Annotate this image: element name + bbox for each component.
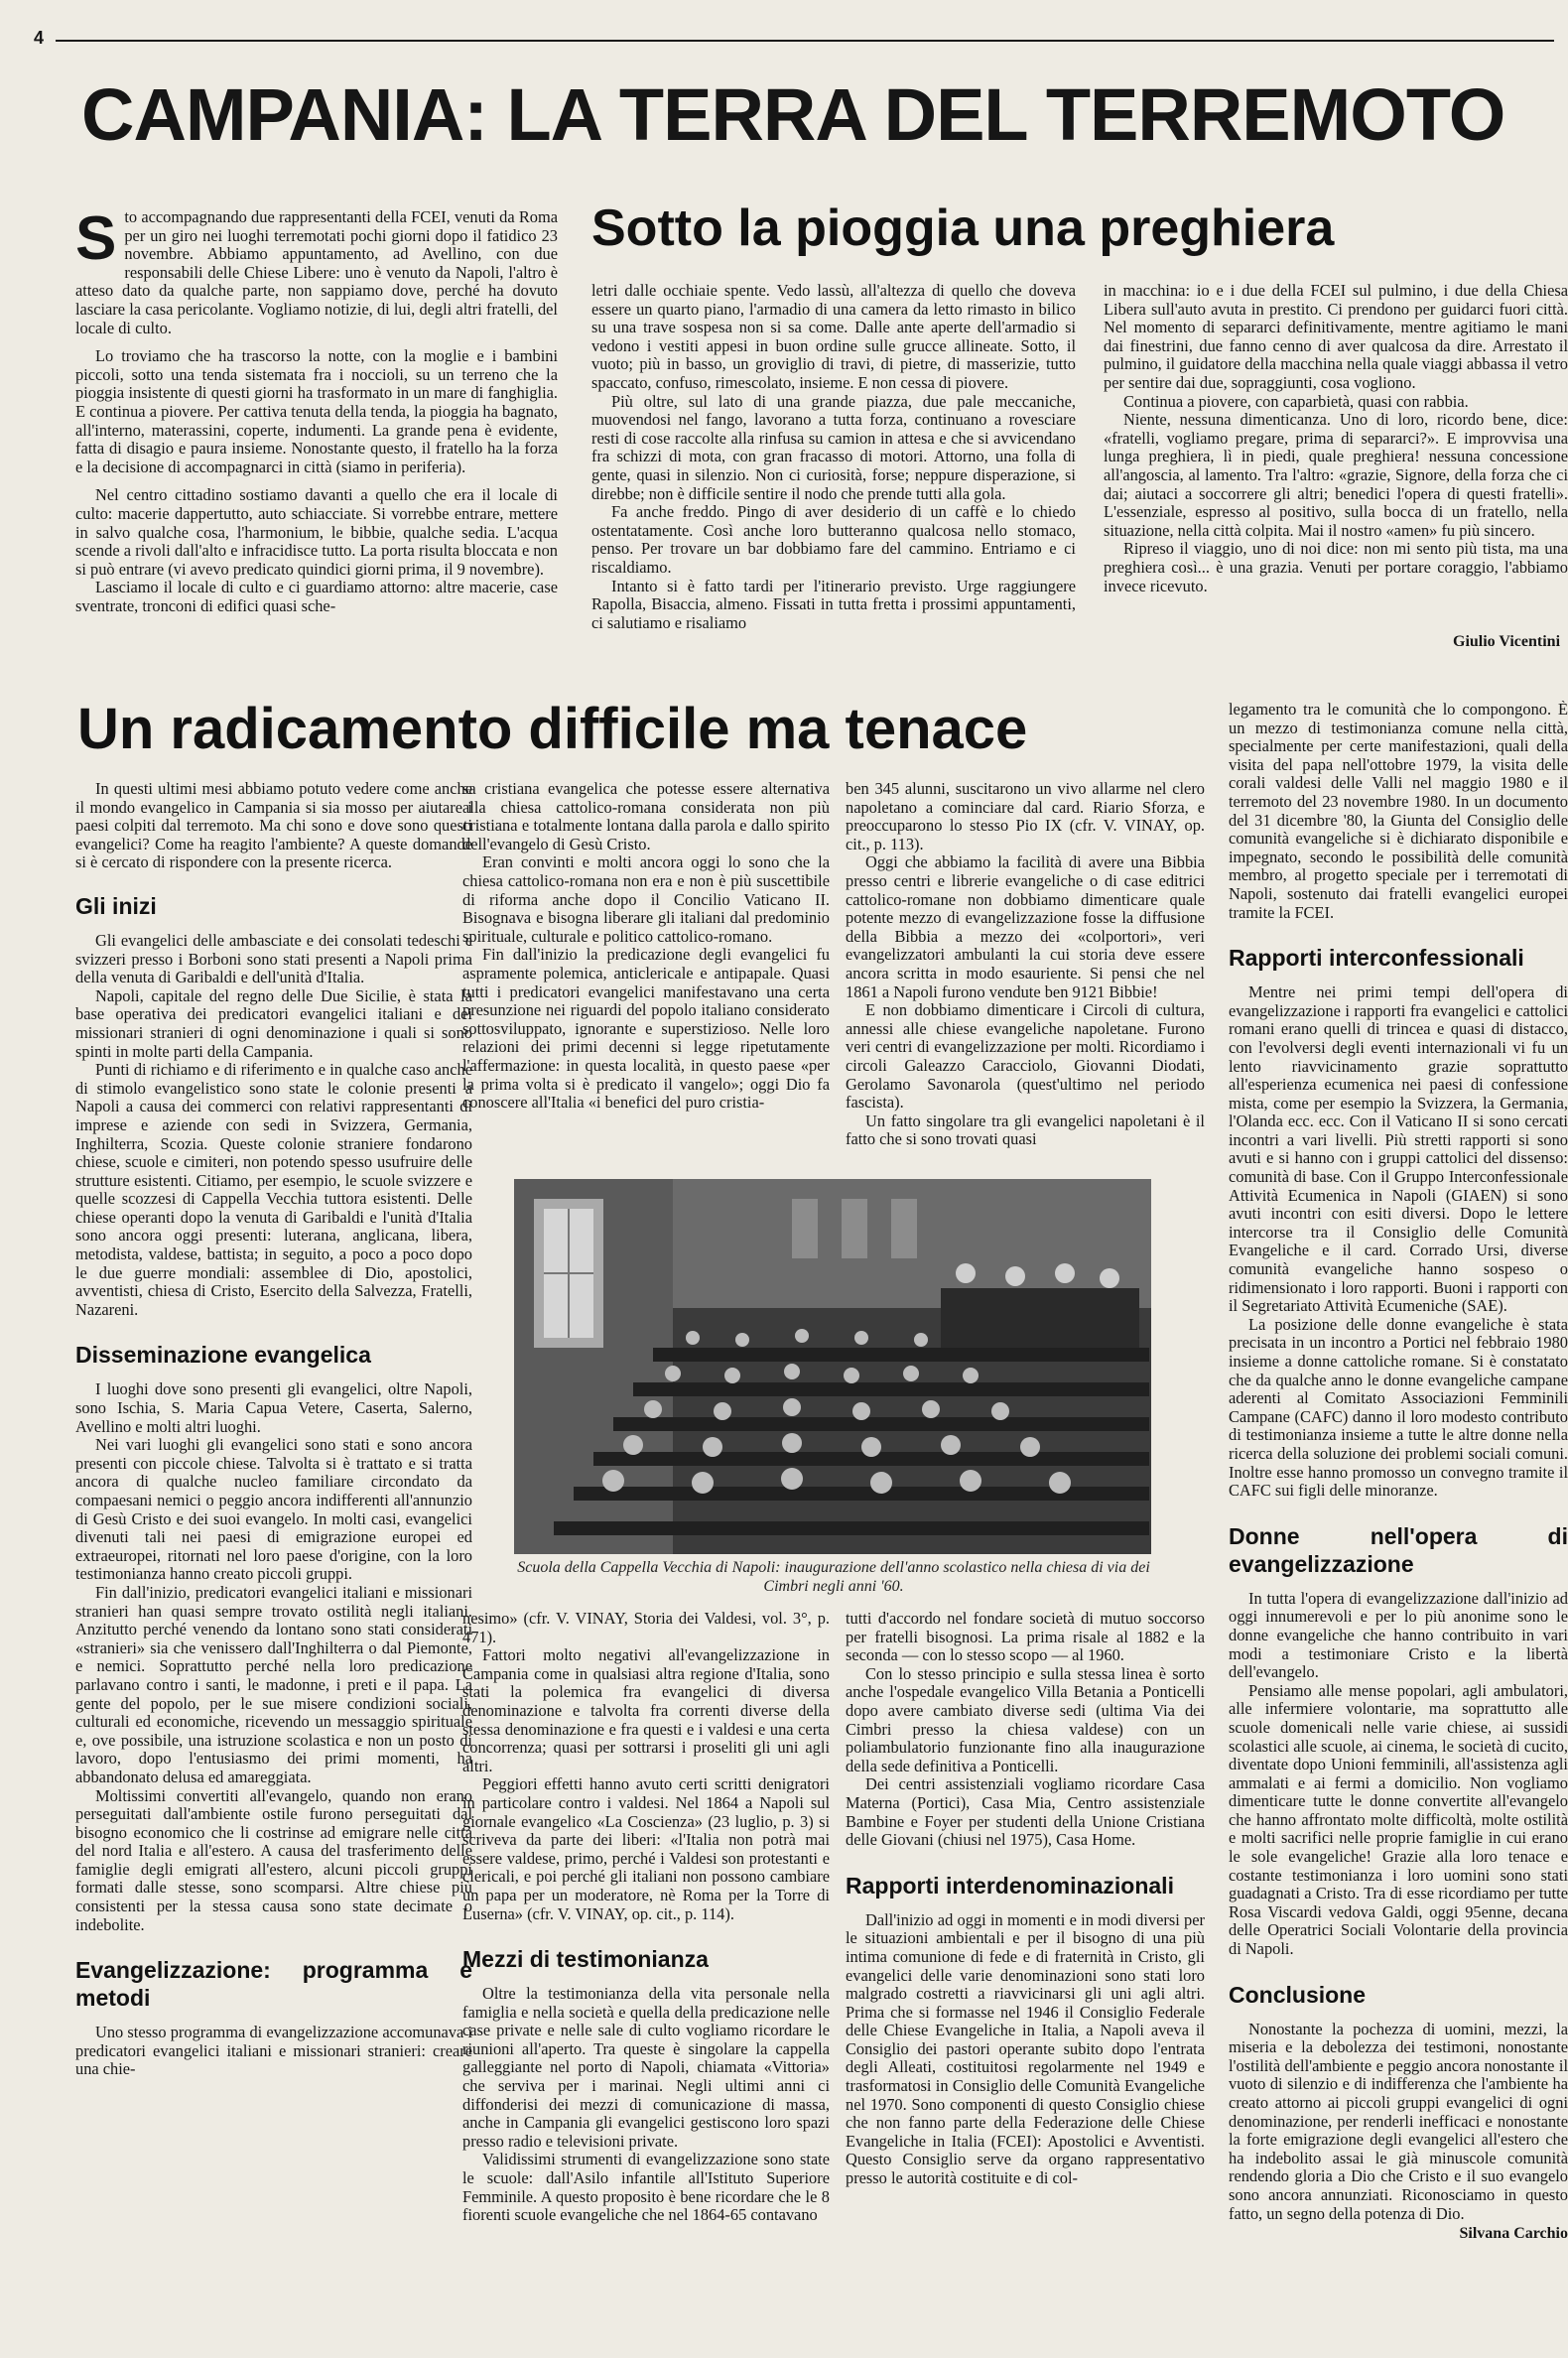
paragraph: sa cristiana evangelica che potesse essere alternativa alla chiesa cattolico-romana considerata non più cristiana e totalmente lontana dalla parola e dallo spirito dell'evangelo di Gesù Cristo. [462,780,830,853]
article1-col3 [1104,282,1568,669]
paragraph: Uno stesso programma di evangelizzazione accomunava i predicatori evangelici italiani e missionari stranieri: creare una chie- [75,2023,472,2079]
article2-col3-bottom [846,1610,1205,2348]
paragraph: Fin dall'inizio, predicatori evangelici italiani e missionari stranieri han quasi sempre trovato ostilità negli italiani. Anzitutto perché venendo da lontano sono stati considerati «stranieri» sia che venissero dall'Inghilterra o dal Piemonte, e nemici. Soprattutto perché nella loro predicazione parlavano contro i santi, le madonne, i preti e il papa. La gente del popolo, per le sue misere condizioni sociali, culturali ed economiche, ricevendo un messaggio spirituale e, ove possibile, una istruzione scolastica e non un posto di lavoro, dopo l'entusiasmo dei primi momenti, ha abbandonato delusa ed amareggiata. [75,1582,472,1786]
article1-signature: Giulio Vicentini [1453,633,1561,650]
article2-col1 [75,780,472,2348]
subhead-mezzi: Mezzi di testimonianza [462,1946,709,1973]
paragraph: Nei vari luoghi gli evangelici sono stati e sono ancora presenti con piccole chiese. Talvolta si è trattato e si tratta ancora di qualche nucleo familiare circondato da compaesani nemici o peggio ancora indifferenti all'annunzio di Gesù Cristo e dei suoi evangelo. In molti casi, evangelici divenuti tali nei paesi di emigrazione europei ed extraeuropei, ritornati nel loro paese d'origine, con la loro testimonianza hanno creato piccoli gruppi. [75,1435,472,1584]
article2-col2-top [462,780,830,1153]
paragraph: Eran convinti e molti ancora oggi lo sono che la chiesa cattolico-romana non era e non è più suscettibile di riforma anche dopo il Concilio Vaticano II. Bisognava e bisogna liberare gli italiani dal predominio spirituale, culturale e politico cattolico-romano. [462,852,830,946]
article2-signature: Silvana Carchio [1459,2225,1568,2243]
photo-caption: Scuola della Cappella Vecchia di Napoli: inaugurazione dell'anno scolastico nella chiesa di via dei Cimbri negli anni '60. [517,1559,1150,1595]
article1-lead-text: to accompagnando due rappresentanti della FCEI, venuti da Roma per un giro nei luoghi terremotati pochi giorni dopo il fatidico 23 novembre. Abbiamo appuntamento, ad Avellino, con due responsabili delle Chiese Libere: uno è venuto da Napoli, l'altro è atteso dato da qualche parte, non sappiamo dove, perché ha dovuto lasciare la casa pericolante. Vogliamo notizie, di lui, degli altri fratelli, del locale di culto. [75,208,558,337]
paragraph: Fin dall'inizio la predicazione degli evangelici fu aspramente polemica, anticlericale e antipapale. Quasi tutti i predicatori evangelici manifestavano una certa presunzione nei riguardi del popolo italiano considerato sottosviluppato, ignorante e superstizioso. Nelle loro relazioni dei primi decenni si legge ripetutamente l'affermazione: in questa località, in questo paese «per la prima volta si è predicato il vangelo»; oggi Dio fa conoscere all'Italia «i benefici del puro cristia- [462,945,830,1113]
paragraph: Un fatto singolare tra gli evangelici napoletani è il fatto che si sono trovati quasi [846,1111,1205,1149]
paragraph: in macchina: io e i due della FCEI sul pulmino, i due della Chiesa Libera sull'auto avuta in prestito. Ci prendono per guidarci fuori città. Nel momento di separarci definitivamente, mentre agitiamo le mani dai finestrini, due fanno cenno di aver qualcosa da dire. Arrestato il pulmino, il guidatore della macchina nella quale viaggi abbassa il vetro per sentire dai due, sopraggiunti, cosa vogliono. [1104,282,1568,392]
paragraph: legamento tra le comunità che lo compongono. È un mezzo di testimonianza comune nella città, specialmente per certe manifestazioni, quali della visita del papa nell'ottobre 1979, la visita delle corali valdesi delle Valli nel maggio 1980 e il terremoto del 23 novembre 1980. In un documento del 31 dicembre '80, la Giunta del Consiglio delle comunità evangeliche si è dichiarato disponibile e impegnato, secondo le possibilità delle comunità membro, al progetto speciale per i terremotati di Napoli, sostenuto dai fratelli evangelici europei tramite la FCEI. [1229,701,1568,922]
paragraph: Nonostante la pochezza di uomini, mezzi, la miseria e la debolezza dei testimoni, nonostante l'ostilità dell'ambiente e peggio ancora nonostante il vuoto di silenzio e di indifferenza che l'ambiente ha creato attorno ai piccoli gruppi evangelici di ogni denominazione, per renderli inefficaci e nonostante la forte emigrazione degli evangelici all'estero che ha indebolito assai le già minuscole comunità rendendo gloria a Dio che Cristo e il suo evangelo sono ancora annunziati. Riconosciamo in questo fatto, un segno della potenza di Dio. [1229,2019,1568,2223]
paragraph: La posizione delle donne evangeliche è stata precisata in un incontro a Portici nel febbraio 1980 insieme a donne cattoliche romane. Si è constatato che da qualche anno le donne evangeliche campane aderenti al Comitato Associazioni Femminili Campane (CAFC) danno il loro modesto contributo di testimonianza insieme a tutte le altre donne nella ricerca della soluzione dei problemi sociali comuni. Inoltre esse hanno promosso un convegno tramite il CAFC sui figli delle minoranze. [1229,1314,1568,1501]
paragraph: tutti d'accordo nel fondare società di mutuo soccorso per fratelli bisognosi. La prima risale al 1882 e la seconda — con lo stesso scopo — al 1960. [846,1610,1205,1665]
article2-col3-top [846,780,1205,1153]
paragraph: I luoghi dove sono presenti gli evangelici, oltre Napoli, sono Ischia, S. Maria Capua Vetere, Caserta, Salerno, Avellino e molti altri luoghi. [75,1379,472,1436]
church-school-photo [514,1179,1151,1554]
paragraph: Fa anche freddo. Pingo di aver desiderio di un caffè e lo chiedo ostentatamente. Così anche loro butteranno qualcosa nello stomaco, penso. Per trovare un bar dobbiamo fare del cammino. Entriamo e ci riscaldiamo. [591,502,1076,577]
paragraph: Lo troviamo che ha trascorso la notte, con la moglie e i bambini piccoli, sotto una tenda sistemata fra i noccioli, su un terreno che la pioggia insistente di questi giorni ha trasformato in un mare di fanghiglia. E continua a piovere. Per cattiva tenuta della tenda, la pioggia ha bagnato, all'interno, materassini, coperte, indumenti. La grande pena è evidente, fatta di disagio e paura insieme. Nonostante questo, il fratello ha la forza e la decisione di accompagnarci in città (siamo in periferia). [75,346,558,476]
article1-dropcap: S [75,208,117,273]
subhead-conclusione: Conclusione [1229,1981,1367,2008]
article2-col2-bottom [462,1610,830,2348]
paragraph: Intanto si è fatto tardi per l'itinerario previsto. Urge raggiungere Rapolla, Bisaccia, almeno. Fissati in tutta fretta i prossimi appuntamenti, ci salutiamo e risaliamo [591,576,1076,632]
paragraph: Con lo stesso principio e sulla stessa linea è sorto anche l'ospedale evangelico Villa Betania a Ponticelli dopo avere cambiato diverse sedi (ultima Via dei Cimbri presso la chiesa valdese) con un poliambulatorio funzionante fino alla inaugurazione della sede definitiva a Ponticelli. [846,1663,1205,1775]
paragraph: Lasciamo il locale di culto e ci guardiamo attorno: altre macerie, case sventrate, tronconi di edifici quasi sche- [75,578,558,615]
banner-headline-wrap [81,75,1568,165]
subhead-interdenominazionali: Rapporti interdenominazionali [846,1872,1174,1899]
paragraph: Mentre nei primi tempi dell'opera di evangelizzazione i rapporti fra evangelici e cattolici romani erano quelli di trincea e quasi di distacco, con l'evolversi degli eventi internazionali vi fu un lento riavvicinamento grazie soprattutto all'esperienza ecumenica nei paesi di confessione mista, come per esempio la Svizzera, la Germania, l'Olanda ecc. ecc. Con il Vaticano II si sono cercati incontri a vari livelli. Più stretti rapporti si sono avuti e si hanno con i gruppi cattolici del dissenso: comunità di base. Con il Gruppo Interconfessionale Attività Ecumenica in Napoli (GIAEN) si sono avuti incontri con esiti diversi. Dopo le lettere intercorse tra il Consiglio delle Comunità Evangeliche e il card. Corrado Ursi, diverse comunità evangeliche hanno sospeso o ridimensionato i loro rapporti. Buoni i rapporti con il Segretariato Attività Ecumeniche (SAE). [1229,982,1568,1316]
article2-title: Un radicamento difficile ma tenace [77,697,1028,761]
paragraph: Fattori molto negativi all'evangelizzazione in Campania come in qualsiasi altra regione d'Italia, sono stati la polemica fra evangelici di diversa denominazione e talvolta fra correnti diverse della stessa denominazione e fra questi e i valdesi e una certa concorrenza; quasi per sottrarsi i proseliti gli uni agli altri. [462,1645,830,1775]
paragraph: Moltissimi convertiti all'evangelo, quando non erano perseguitati dall'ambiente ostile furono perseguitati dal bisogno economico che li costrinse ad emigrare nelle città del nord Italia e all'estero. A causa del trasferimento delle famiglie degli emigrati all'estero, alcuni piccoli gruppi formati dalle stesse, sono scomparsi. Altre chiese più consistenti per la stessa causa sono state decimate o indebolite. [75,1785,472,1934]
paragraph: nesimo» (cfr. V. VINAY, Storia dei Valdesi, vol. 3°, p. 471). [462,1610,830,1646]
article1-title: Sotto la pioggia una preghiera [591,199,1335,257]
paragraph: Oggi che abbiamo la facilità di avere una Bibbia presso centri e librerie evangeliche o di case editrici cattolico-romane non dobbiamo dimenticare quale potente mezzo di evangelizzazione fosse la diffusione della Bibbia a mezzo dei «colportori», veri evangelizzatori ambulanti la cui storia deve essere ancora scritta in modo esauriente. Si pensi che nel 1861 a Napoli furono vendute ben 9121 Bibbie! [846,852,1205,1001]
article2-intro: In questi ultimi mesi abbiamo potuto vedere come anche il mondo evangelico in Campania si sia mosso per aiutare i paesi colpiti dal terremoto. Ma chi sono e dove sono questi evangelici? Come ha reagito l'ambiente? A queste domande si è cercato di rispondere con la presente ricerca. [75,780,472,872]
subhead-evangelizzazione: Evangelizzazione: programma e metodi [75,1957,472,2012]
subhead-donne: Donne nell'opera di evangelizzazione [1229,1522,1568,1577]
paragraph: Continua a piovere, con caparbietà, quasi con rabbia. [1123,391,1469,411]
paragraph: letri dalle occhiaie spente. Vedo lassù, all'altezza di quello che doveva essere un quarto piano, l'armadio di una camera da letto rimasto in bilico su una trave sospesa non si sa come. Dalle ante aperte dell'armadio si vedono i vestiti appesi in buon ordine sulle grucce allineate. Sotto, il vuoto; più in basso, un groviglio di travi, di pietre, di masserizie, tutto spaccato, confuso, rimescolato, insieme. E non cessa di piovere. [591,282,1076,392]
paragraph: Punti di richiamo e di riferimento e in qualche caso anche di stimolo evangelistico sono state le colonie presenti a Napoli a causa dei commerci con relativi rappresentanti di imprese e aziende con sedi in Svizzera, Germania, Inghilterra, Scozia. Queste colonie straniere fondarono chiese, scuole e cimiteri, non potendo spesso usufruire delle strutture esistenti. Citiamo, per esempio, le scuole svizzere e quelle scozzesi di Cappella Vecchia tuttora esistenti. Delle chiese operanti dopo la venuta di Garibaldi e l'unità d'Italia sono ancora oggi presenti: luterana, anglicana, libera, metodista, valdese, battista; in seguito, a poco a poco dopo le due guerre mondiali: assemblee di Dio, apostolici, avventisti, chiesa di Cristo, Esercito della Salvezza, Fratelli, Nazareni. [75,1060,472,1319]
subhead-gli-inizi: Gli inizi [75,892,157,919]
photo-illustration [514,1179,1151,1554]
banner-headline: CAMPANIA: LA TERRA DEL TERREMOTO [81,75,1505,156]
page-number: 4 [34,28,45,48]
article2-col4 [1229,701,1568,2348]
top-rule [56,40,1554,42]
article1-lead [75,208,558,337]
paragraph: Peggiori effetti hanno avuto certi scritti denigratori in particolare contro i valdesi. Nel 1864 a Napoli sul giornale evangelico «La Coscienza» (23 luglio, p. 3) si scriveva da parte dei liberi: «l'Italia non potrà mai essere valdese, primo, perché i Valdesi son protestanti e clericali, e poi perché gli italiani non possono cambiare un papa per un moderatore, nè Roma per la Torre di Luserna» (cfr. V. VINAY, op. cit., p. 114). [462,1774,830,1923]
paragraph: Validissimi strumenti di evangelizzazione sono state le scuole: dall'Asilo infantile all'Istituto Superiore Femminile. A questo proposito è bene ricordare che le 8 fiorenti scuole evangeliche che nel 1864-65 contavano [462,2150,830,2225]
paragraph: In tutta l'opera di evangelizzazione dall'inizio ad oggi innumerevoli e per lo più anonime sono le donne evangeliche che hanno contribuito in vari modi a testimoniare Cristo e la libertà dell'evangelo. [1229,1588,1568,1682]
paragraph: Più oltre, sul lato di una grande piazza, due pale meccaniche, muovendosi nel fango, lavorano a tutta forza, continuano a rovesciare resti di cose raccolte alla rinfusa su camion in attesa e che si avvicendano fra schizzi di mota, con gran fracasso di motori. Attorno, una folla di gente, quasi in silenzio. Non ci curiosità, forse; neppure disperazione, si direbbe; non è difficile sentire il nodo che prende tutti alla gola. [591,391,1076,503]
paragraph: E non dobbiamo dimenticare i Circoli di cultura, annessi alle chiese evangeliche napoletane. Furono veri centri di evangelizzazione per molti. Ricordiamo i circoli Galeazzo Caracciolo, Giovanni Diodati, Gerolamo Savonarola (quest'ultimo nel periodo fascista). [846,1000,1205,1113]
paragraph: Dei centri assistenziali vogliamo ricordare Casa Materna (Portici), Casa Mia, Centro assistenziale Bambine e Foyer per studenti della Unione Cristiana delle Giovani (chiusi nel 1975), Casa Home. [846,1774,1205,1850]
paragraph: Napoli, capitale del regno delle Due Sicilie, è stata la base operativa dei predicatori evangelici italiani e dei missionari stranieri di ogni denominazione i quali si sono spinti in molte parti della Campania. [75,985,472,1061]
subhead-disseminazione: Disseminazione evangelica [75,1342,371,1369]
paragraph: Ripreso il viaggio, uno di noi dice: non mi sento più tista, ma una preghiera così... è una grazia. Venuti per portare coraggio, l'abbiamo invece ricevuto. [1104,539,1568,595]
paragraph: Oltre la testimonianza della vita personale nella famiglia e nella società e quella della predicazione nelle case private e nelle sale di culto vogliamo ricordare le riunioni all'aperto. Tra queste è singolare la cappella galleggiante nel porto di Napoli, chiamata «Vittoria» che serviva per i marinai. Negli ultimi anni ci diffonderisi dei mezzi di comunicazione di massa, anche in Campania gli evangelici gestiscono loro spazi presso radio e televisioni private. [462,1984,830,2151]
paragraph: Pensiamo alle mense popolari, agli ambulatori, alle infermiere volontarie, ma soprattutto alle scuole domenicali nelle varie chiese, ai sussidi scolastici alle scuole, ai cinema, le società di cucito, diventate dopo Unioni femminili, all'assistenza agli ammalati e ai fermi a domicilio. Non vogliamo dimenticare tutte le donne convertite all'evangelo che hanno affrontato molte difficoltà, molte ostilità e molti sacrifici nelle proprie famiglie in cui erano le sole evangeliche! Grazie alla loro tenace e costante testimonianza i loro uomini sono stati guadagnati a Cristo. Tra di esse ricordiamo per tutte Rosa Viscardi vedova Galdi, oggi 95enne, decana delle Operatrici Sociali Volontarie della provincia di Napoli. [1229,1680,1568,1959]
paragraph: Dall'inizio ad oggi in momenti e in modi diversi per le situazioni ambientali e per il bisogno di una più intima comunione di fede e di fraternità in Cristo, gli evangelici delle varie denominazioni sono stati loro malgrado costretti a riavvicinarsi gli uni agli altri. Prima che si formasse nel 1946 il Consiglio Federale delle Chiese Evangeliche in Italia, a Napoli aveva il Consiglio dei pastori operante subito dopo l'entrata degli Alleati, costituitosi regolarmente nel 1949 e trasformatosi in Consiglio delle Comunità Evangeliche nel 1970. Sono componenti di questo Consiglio chiese che non fanno parte della Federazione delle Chiese Evangeliche in Italia (FCEI): Apostolici e Avventisti. Questo Consiglio serve da organo rappresentativo presso le autorità costituite e di col- [846,1909,1205,2188]
article1-col1 [75,208,558,675]
paragraph: ben 345 alunni, suscitarono un vivo allarme nel clero napoletano a cominciare dal card. Riario Sforza, e preoccuparono lo stesso Pio IX (cfr. V. VINAY, op. cit., p. 113). [846,780,1205,853]
subhead-interconfessionali: Rapporti interconfessionali [1229,945,1524,972]
paragraph: Niente, nessuna dimenticanza. Uno di loro, ricordo bene, dice: «fratelli, vogliamo pregare, prima di separarci?». E improvvisa una lunga preghiera, lì in piedi, quale preghiera! nessuna concessione all'angoscia, al lamento. Tra l'altro: «grazie, Signore, della forza che ci dai; aiutaci a soccorrere gli altri; benedici l'opera di questi fratelli». L'essenziale, espresso al positivo, sulla bocca di un fratello, nella situazione, nella città colpita. Mai il nostro «amen» fu più sincero. [1104,410,1568,540]
paragraph: Gli evangelici delle ambasciate e dei consolati tedeschi e svizzeri presso i Borboni sono stati presenti a Napoli prima della venuta di Garibaldi e dell'unità d'Italia. [75,930,472,987]
article1-col2 [591,282,1076,675]
paragraph: Nel centro cittadino sostiamo davanti a quello che era il locale di culto: macerie dappertutto, auto schiacciate. Si vorrebbe entrare, mettere in salvo qualche cosa, l'harmonium, le bibbie, qualche sedia. L'acqua scende a rivoli dall'alto e infracidisce tutto. La porta risulta bloccata e non si può entrare (vi avevo predicato quindici giorni prima, il 9 novembre). [75,485,558,579]
